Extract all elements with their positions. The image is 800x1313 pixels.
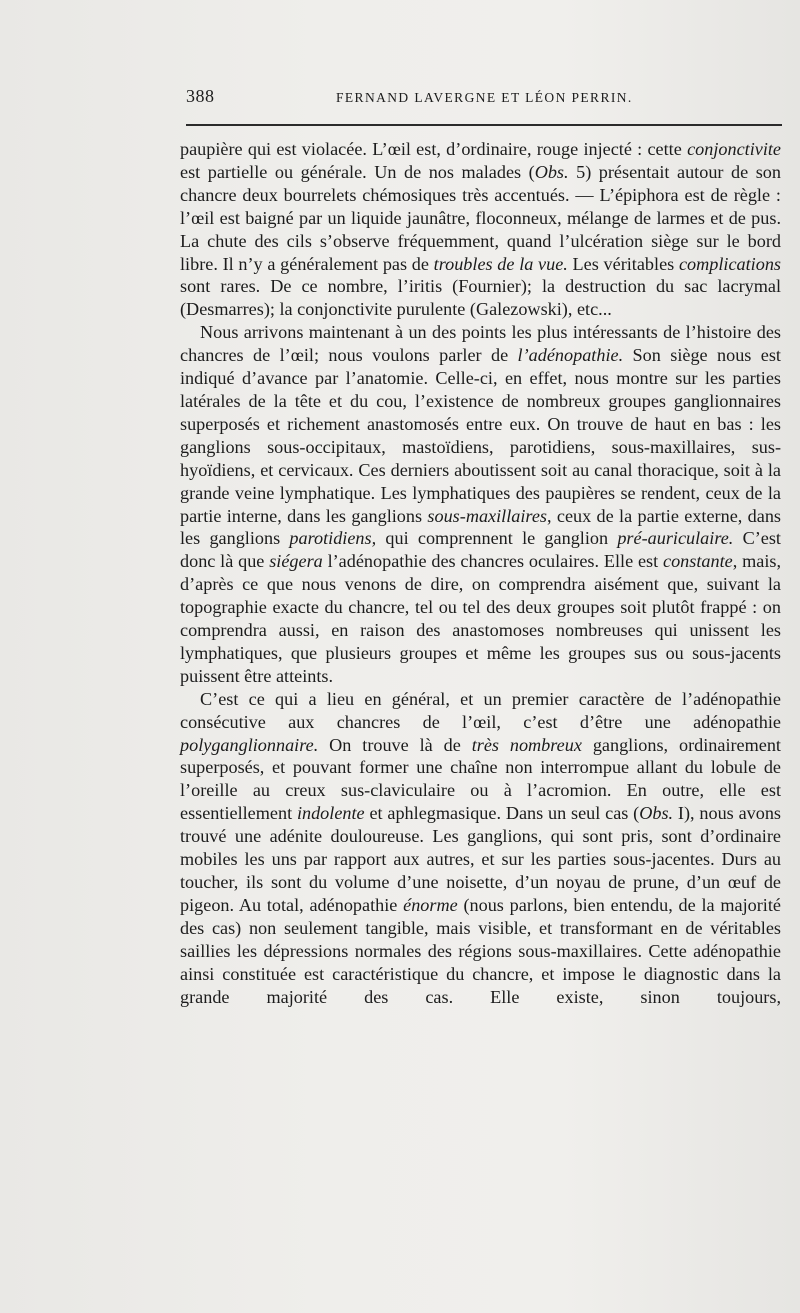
body-text (180, 138, 781, 1008)
text-run: est partielle ou générale. Un de nos malades ( (180, 161, 535, 182)
header-rule (186, 124, 782, 126)
italic-run: parotidiens, (289, 528, 377, 549)
text-run: (nous parlons, bien entendu, de la majorité des cas) non seulement tangible, mais visible, et transformant en de véritables saillies les dépressions normales des régions sous-maxillaires. Cette adénopathie ainsi constituée est caractéristique du chancre, et impose le diagnostic dans la grande majorité des cas. Elle existe, sinon toujours, (180, 894, 781, 1007)
text-run: Les véritables (567, 253, 679, 274)
text-run: ganglions, ordinairement superposés, et pouvant former une chaîne non interrompue allant du lobule de l’oreille au creux sus-claviculaire ou à l’acromion. En outre, elle est essentiellement (180, 734, 781, 824)
italic-run: l’adénopathie. (517, 345, 624, 366)
text-run: , ceux de la partie externe, dans les ganglions (180, 505, 781, 549)
text-run: et aphlegmasique. Dans un seul cas ( (364, 803, 640, 824)
text-run: , mais, d’après ce que nous venons de dire, on comprendra aisément que, suivant la topographie exacte du chancre, tel ou tel des deux groupes soit plutôt frappé : on comprendra aussi, en raison des anastomoses nombreuses qui unissent les lymphatiques, que plusieurs groupes et même les groupes sus ou sous-jacents puissent être atteints. (180, 551, 781, 686)
italic-run: troubles de la vue. (433, 253, 568, 274)
italic-run: polyganglionnaire. (180, 734, 319, 755)
italic-run: indolente (296, 803, 365, 824)
italic-run: siégera (269, 551, 323, 572)
text-run: l’adénopathie des chancres oculaires. Elle est (322, 551, 664, 572)
text-run: C’est donc là que (180, 528, 781, 572)
italic-run: Obs. (639, 803, 674, 824)
text-run: 5) présentait autour de son chancre deux bourrelets chémosiques très accentués. — L’épiphora est de règle : l’œil est baigné par un liquide jaunâtre, floconneux, mélange de larmes et de pus. La chute des cils s’observe fréquemment, quand l’ulcération siège sur le bord libre. Il n’y a généralement pas de (180, 161, 781, 274)
text-run: sont rares. De ce nombre, l’iritis (Fournier); la destruction du sac lacrymal (Desmarres); la conjonctivite purulente (Galezowski), etc... (180, 276, 781, 320)
running-title: FERNAND LAVERGNE ET LÉON PERRIN. (336, 90, 633, 105)
italic-run: constante (663, 551, 733, 572)
italic-run: énorme (403, 894, 458, 915)
text-run: I), nous avons trouvé une adénite douloureuse. Les ganglions, qui sont pris, sont d’ordinaire mobiles les uns par rapport aux autres, et sur les parties sous-jacentes. Durs au toucher, ils sont du volume d’une noisette, d’un noyau de prune, d’un œuf de pigeon. Au total, adénopathie (180, 803, 782, 915)
running-head (186, 86, 781, 110)
text-run: C’est ce qui a lieu en général, et un premier caractère de l’adénopathie consécutive aux chancres de l’œil, c’est d’être une adénopathie (180, 688, 781, 732)
text-run: qui comprennent le ganglion (376, 528, 618, 549)
italic-run: très nombreux (471, 734, 582, 755)
italic-run: sous-maxillaires (427, 505, 547, 526)
text-run: On trouve là de (318, 734, 472, 755)
text-run: Son siège nous est indiqué d’avance par l’anatomie. Celle-ci, en effet, nous montre sur les parties latérales de la tête et du cou, l’existence de nombreux groupes ganglionnaires superposés et richement anastomosés entre eux. On trouve de haut en bas : les ganglions sous-occipitaux, mastoïdiens, parotidiens, sous-maxillaires, sus-hyoïdiens, et cervicaux. Ces derniers aboutissent soit au canal thoracique, soit à la grande veine lymphatique. Les lymphatiques des paupières se rendent, ceux de la partie interne, dans les ganglions (180, 345, 781, 526)
italic-run: pré-auriculaire. (617, 528, 734, 549)
paragraph (180, 688, 781, 1009)
paragraph (180, 321, 781, 688)
italic-run: complications (678, 253, 781, 274)
text-run: Nous arrivons maintenant à un des points les plus intéressants de l’histoire des chancres de l’œil; nous voulons parler de (180, 322, 781, 366)
text-run: paupière qui est violacée. L’œil est, d’ordinaire, rouge injecté : cette (180, 139, 688, 159)
page-number: 388 (186, 86, 215, 106)
italic-run: conjonctivite (687, 139, 781, 159)
italic-run: Obs. (534, 161, 569, 182)
paragraph (180, 138, 781, 321)
